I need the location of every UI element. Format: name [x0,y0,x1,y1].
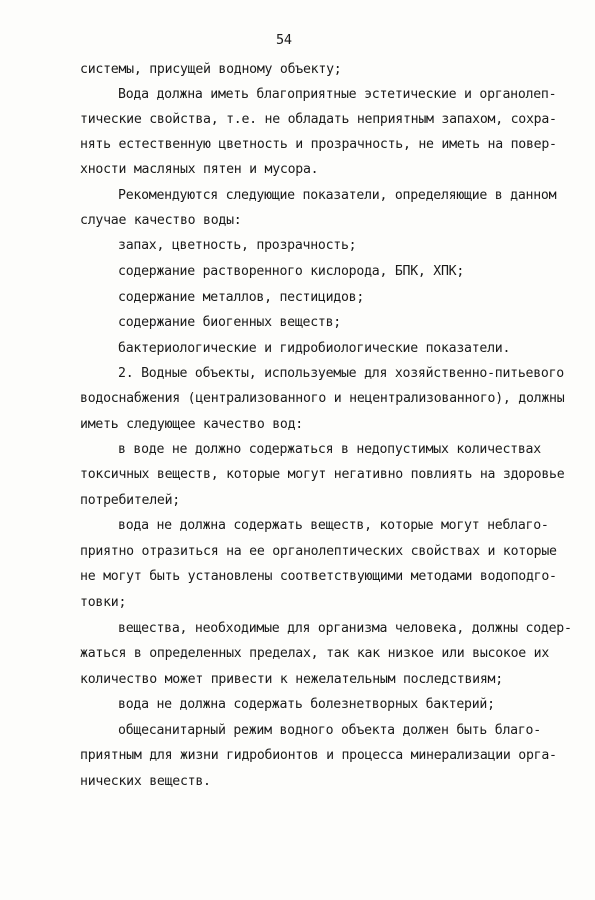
text-line: Рекомендуются следующие показатели, определяющие в данном [118,188,557,203]
text-line: содержание растворенного кислорода, БПК, ХПК; [118,264,465,279]
page-number: 54 [276,32,292,48]
text-line: запах, цветность, прозрачность; [118,238,357,253]
text-line: вещества, необходимые для организма человека, должны содер- [118,621,572,636]
text-line: случае качество воды: [80,213,242,228]
text-line: в воде не должно содержаться в недопустимых количествах [118,442,541,457]
text-line: общесанитарный режим водного объекта должен быть благо- [118,723,541,738]
text-line: бактериологические и гидробиологические показатели. [118,341,511,356]
text-line: приятным для жизни гидробионтов и процесса минерализации орга- [80,748,557,763]
text-line: вода не должна содержать веществ, которые могут неблаго- [118,518,549,533]
text-line: 2. Водные объекты, используемые для хозяйственно-питьевого [118,366,564,381]
text-line: не могут быть установлены соответствующими методами водоподго- [80,569,557,584]
text-line: содержание металлов, пестицидов; [118,290,365,305]
text-line: количество может привести к нежелательным последствиям; [80,672,503,687]
text-line: токсичных веществ, которые могут негативно повлиять на здоровье [80,467,565,482]
text-line: жаться в определенных пределах, так как низкое или высокое их [80,646,550,661]
text-line: приятно отразиться на ее органолептических свойствах и которые [80,544,557,559]
text-line: водоснабжения (централизованного и нецентрализованного), должны [80,391,565,406]
text-line: Вода должна иметь благоприятные эстетические и органолеп- [118,87,557,102]
text-line: нических веществ. [80,774,211,789]
text-line: вода не должна содержать болезнетворных бактерий; [118,697,495,712]
text-line: иметь следующее качество вод: [80,417,303,432]
text-line: нять естественную цветность и прозрачность, не иметь на повер- [80,137,557,152]
text-line: системы, присущей водному объекту; [80,62,342,77]
text-line: потребителей; [80,493,180,508]
text-line: содержание биогенных веществ; [118,315,341,330]
text-line: тические свойства, т.е. не обладать неприятным запахом, сохра- [80,112,557,127]
text-line: хности масляных пятен и мусора. [80,162,319,177]
text-line: товки; [80,595,127,610]
